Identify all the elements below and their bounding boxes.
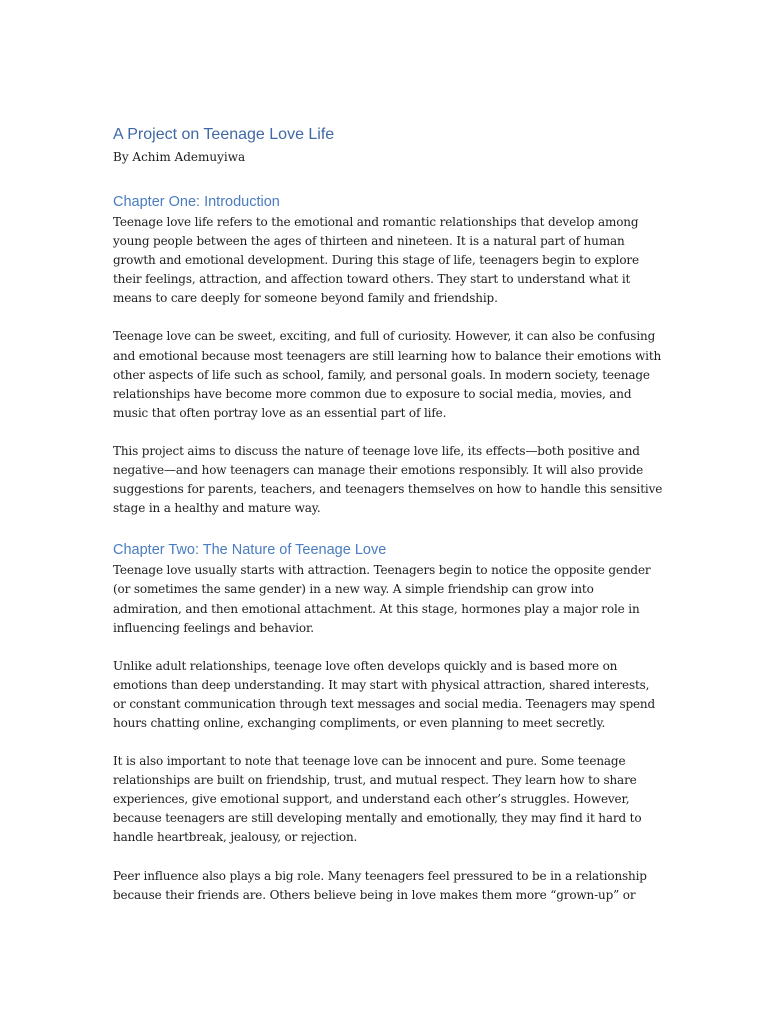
paragraph-line: other aspects of life such as school, family, and personal goals. In modern society, teenage — [113, 367, 650, 382]
paragraph-line: This project aims to discuss the nature of teenage love life, its effects—both positive and — [113, 443, 640, 458]
paragraph — [113, 867, 658, 905]
paragraph-line: hours chatting online, exchanging compliments, or even planning to meet secretly. — [113, 715, 606, 730]
document-title: A Project on Teenage Love Life — [113, 126, 335, 143]
chapter-heading: Chapter One: Introduction — [113, 194, 280, 210]
paragraph-line: (or sometimes the same gender) in a new way. A simple friendship can grow into — [113, 582, 594, 597]
paragraph-line: suggestions for parents, teachers, and teenagers themselves on how to handle this sensitive — [113, 482, 663, 497]
paragraph-line: growth and emotional development. During this stage of life, teenagers begin to explore — [113, 253, 639, 268]
paragraph-line: relationships are built on friendship, trust, and mutual respect. They learn how to share — [113, 773, 637, 788]
paragraph-line: because teenagers are still developing mentally and emotionally, they may find it hard to — [113, 811, 642, 826]
paragraph-line: admiration, and then emotional attachment. At this stage, hormones play a major role in — [113, 601, 640, 616]
paragraph-line: and emotional because most teenagers are still learning how to balance their emotions with — [113, 348, 662, 363]
paragraph-line: Teenage love life refers to the emotional and romantic relationships that develop among — [113, 215, 639, 229]
paragraph-line: experiences, give emotional support, and understand each other’s struggles. However, — [113, 792, 630, 807]
paragraph-line: emotions than deep understanding. It may start with physical attraction, shared interests, — [113, 677, 650, 692]
paragraph — [113, 561, 658, 637]
paragraph-line: their feelings, attraction, and affection toward others. They start to understand what it — [113, 272, 631, 287]
paragraph-line: music that often portray love as an essential part of life. — [113, 405, 447, 420]
paragraph-line: stage in a healthy and mature way. — [113, 501, 321, 516]
chapter-section — [113, 193, 663, 518]
chapter-heading: Chapter Two: The Nature of Teenage Love — [113, 542, 387, 559]
paragraph-line: means to care deeply for someone beyond family and friendship. — [113, 291, 498, 306]
paragraph-line: Teenage love usually starts with attraction. Teenagers begin to notice the opposite gender — [113, 563, 651, 578]
paragraph-line: Unlike adult relationships, teenage love often develops quickly and is based more on — [113, 658, 618, 673]
paragraph-line: or constant communication through text messages and social media. Teenagers may spend — [113, 696, 656, 711]
paragraph-line: influencing feelings and behavior. — [113, 620, 314, 635]
paragraph — [113, 213, 658, 308]
paragraph-line: handle heartbreak, jealousy, or rejection. — [113, 830, 358, 845]
paragraph — [113, 442, 663, 518]
chapters-container — [113, 193, 663, 905]
paragraph-line: because their friends are. Others believe being in love makes them more “grown-up” or — [113, 887, 636, 902]
paragraph-line: Teenage love can be sweet, exciting, and full of curiosity. However, it can also be confusing — [113, 329, 656, 344]
paragraph — [113, 327, 662, 422]
paragraph — [113, 657, 658, 733]
chapter-section — [113, 541, 658, 904]
author-byline: By Achim Ademuyiwa — [113, 150, 246, 164]
paragraph — [113, 752, 658, 847]
paragraph-line: It is also important to note that teenage love can be innocent and pure. Some teenage — [113, 754, 626, 769]
paragraph-line: young people between the ages of thirteen and nineteen. It is a natural part of human — [113, 234, 625, 249]
paragraph-line: negative—and how teenagers can manage their emotions responsibly. It will also provide — [113, 463, 644, 478]
document-body — [113, 124, 663, 905]
paragraph-line: relationships have become more common due to exposure to social media, movies, and — [113, 386, 632, 401]
paragraph-line: Peer influence also plays a big role. Many teenagers feel pressured to be in a relationship — [113, 868, 647, 883]
